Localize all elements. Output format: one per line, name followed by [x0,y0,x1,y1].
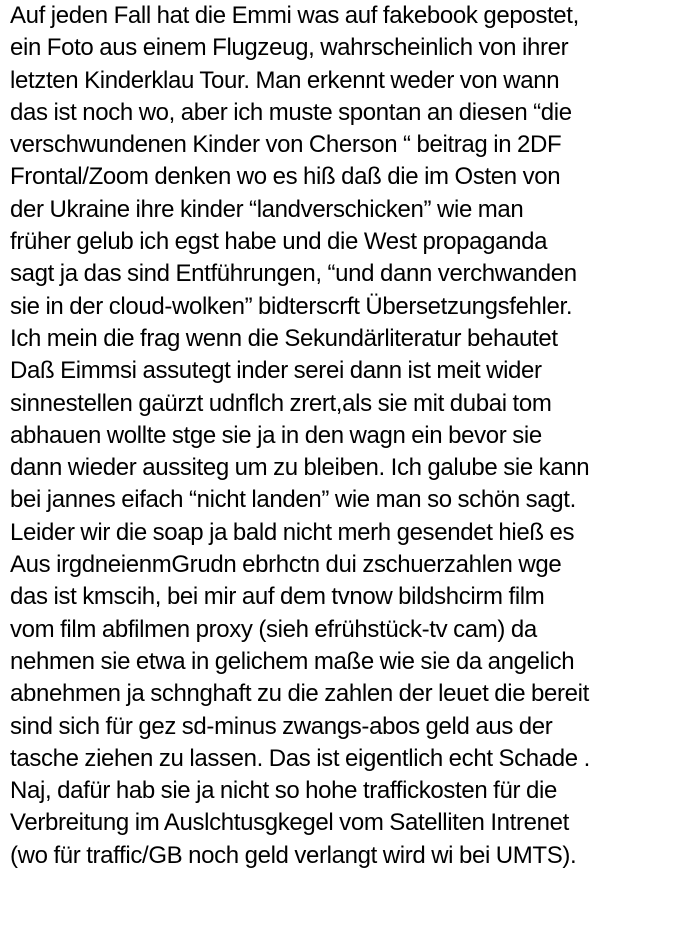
text-line-24: tasche ziehen zu lassen. Das ist eigentlich echt Schade . [10,744,590,772]
text-line-26: Verbreitung im Auslchtusgkegel vom Satelliten Intrenet [10,809,569,837]
text-line-6: Frontal/Zoom denken wo es hiß daß die im Osten von [10,163,561,191]
text-line-17: Leider wir die soap ja bald nicht merh gesendet hieß es [10,518,575,546]
document-page [10,0,682,940]
text-line-5: verschwundenen Kinder von Cherson “ beitrag in 2DF [10,131,562,159]
text-line-12: Daß Eimmsi assutegt inder serei dann ist meit wider [10,357,542,385]
text-line-18: Aus irgdneienmGrudn ebrhctn dui zschuerzahlen wge [10,551,562,579]
text-line-2: ein Foto aus einem Flugzeug, wahrscheinlich von ihrer [10,34,569,62]
text-line-10: sie in der cloud-wolken” bidterscrft Übersetzungsfehler. [10,292,573,320]
text-line-22: abnehmen ja schnghaft zu die zahlen der leuet die bereit [10,680,589,708]
text-line-14: abhauen wollte stge sie ja in den wagn ein bevor sie [10,421,542,449]
text-line-4: das ist noch wo, aber ich muste spontan an diesen “die [10,98,572,126]
text-line-1: Auf jeden Fall hat die Emmi was auf fakebook gepostet, [10,2,579,29]
text-line-21: nehmen sie etwa in gelichem maße wie sie da angelich [10,647,575,675]
text-line-3: letzten Kinderklau Tour. Man erkennt weder von wann [10,66,560,94]
text-line-16: bei jannes eifach “nicht landen” wie man so schön sagt. [10,486,576,514]
text-line-7: der Ukraine ihre kinder “landverschicken” wie man [10,195,524,223]
text-line-25: Naj, dafür hab sie ja nicht so hohe traffickosten für die [10,777,557,805]
text-line-11: Ich mein die frag wenn die Sekundärliteratur behautet [10,324,558,352]
text-line-27: (wo für traffic/GB noch geld verlangt wird wi bei UMTS). [10,841,577,869]
text-line-20: vom film abfilmen proxy (sieh efrühstück-tv cam) da [10,615,537,643]
text-line-15: dann wieder aussiteg um zu bleiben. Ich galube sie kann [10,454,590,482]
text-line-19: das ist kmscih, bei mir auf dem tvnow bildshcirm film [10,583,545,611]
text-line-9: sagt ja das sind Entführungen, “und dann verchwanden [10,260,577,288]
text-line-13: sinnestellen gaürzt udnflch zrert,als sie mit dubai tom [10,389,552,417]
text-line-8: früher gelub ich egst habe und die West propaganda [10,228,548,256]
body-text [10,0,682,872]
text-line-23: sind sich für gez sd-minus zwangs-abos geld aus der [10,712,553,740]
